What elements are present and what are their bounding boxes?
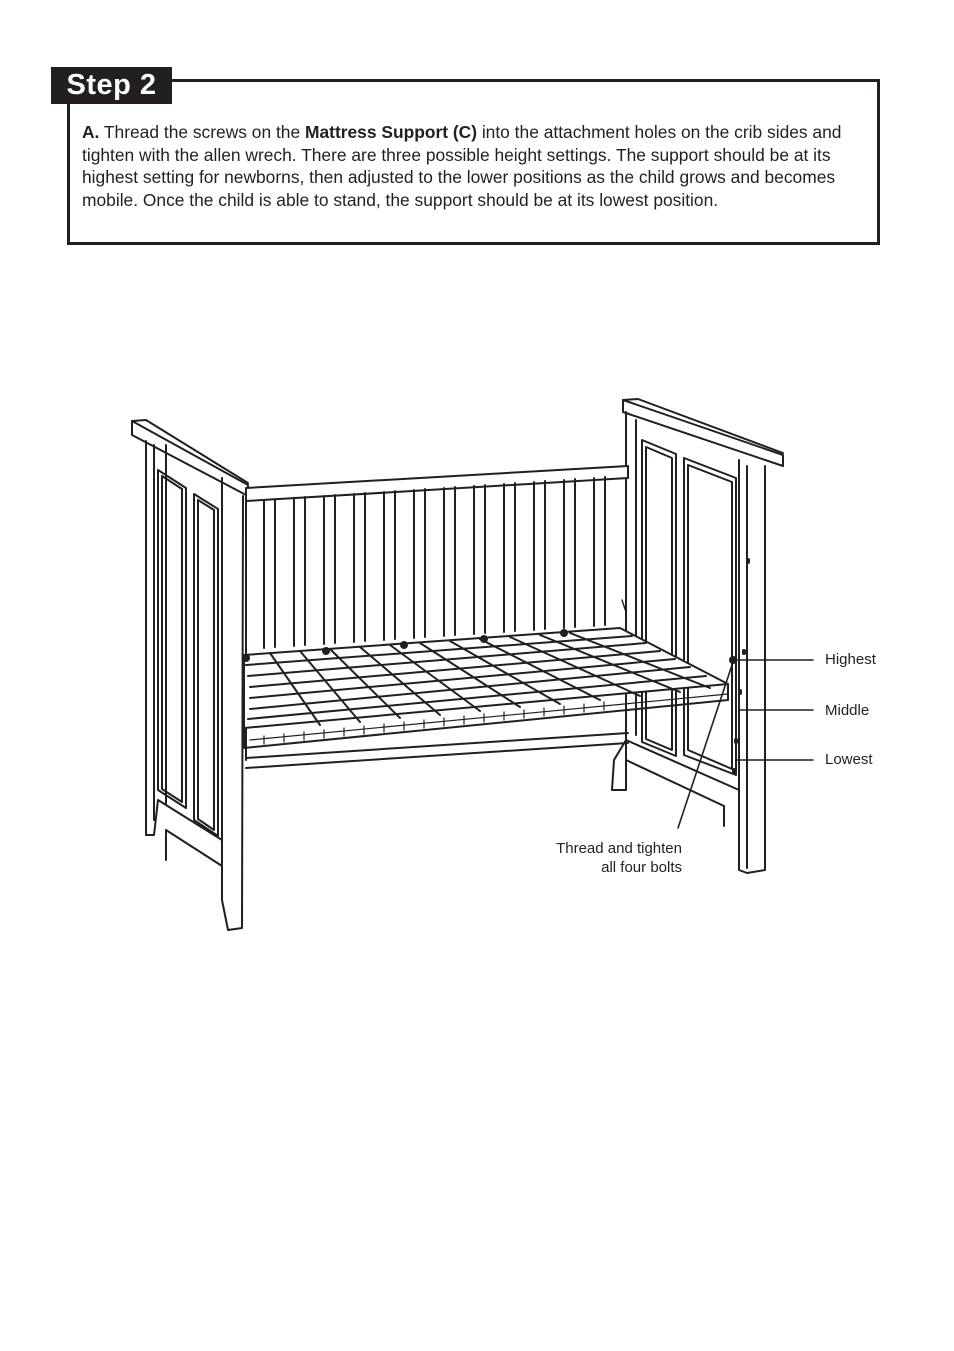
callout-middle: Middle <box>825 702 870 719</box>
callout-bolts-line1: Thread and tighten <box>556 840 682 857</box>
instruction-marker: A. <box>82 122 100 142</box>
callout-lowest: Lowest <box>825 751 873 768</box>
part-name: Mattress Support (C) <box>305 122 477 142</box>
mattress-support <box>243 600 736 748</box>
callout-bolts <box>530 839 682 877</box>
callout-bolts-line2: all four bolts <box>601 859 682 876</box>
step-badge: Step 2 <box>51 67 172 104</box>
callout-highest: Highest <box>825 651 876 668</box>
instruction-text-after: into the attachment holes on the crib sides and tighten with the allen wrech. There are three possible height settings. The support should be at its highest setting for newborns, then adjusted to the lower positions as the child grows and becomes mobile. Once the child is able to stand, the support should be at its lowest position. <box>82 122 842 210</box>
instruction-text-before: Thread the screws on the <box>99 122 305 142</box>
right-end-panel <box>612 399 783 873</box>
left-end-panel <box>132 420 248 930</box>
